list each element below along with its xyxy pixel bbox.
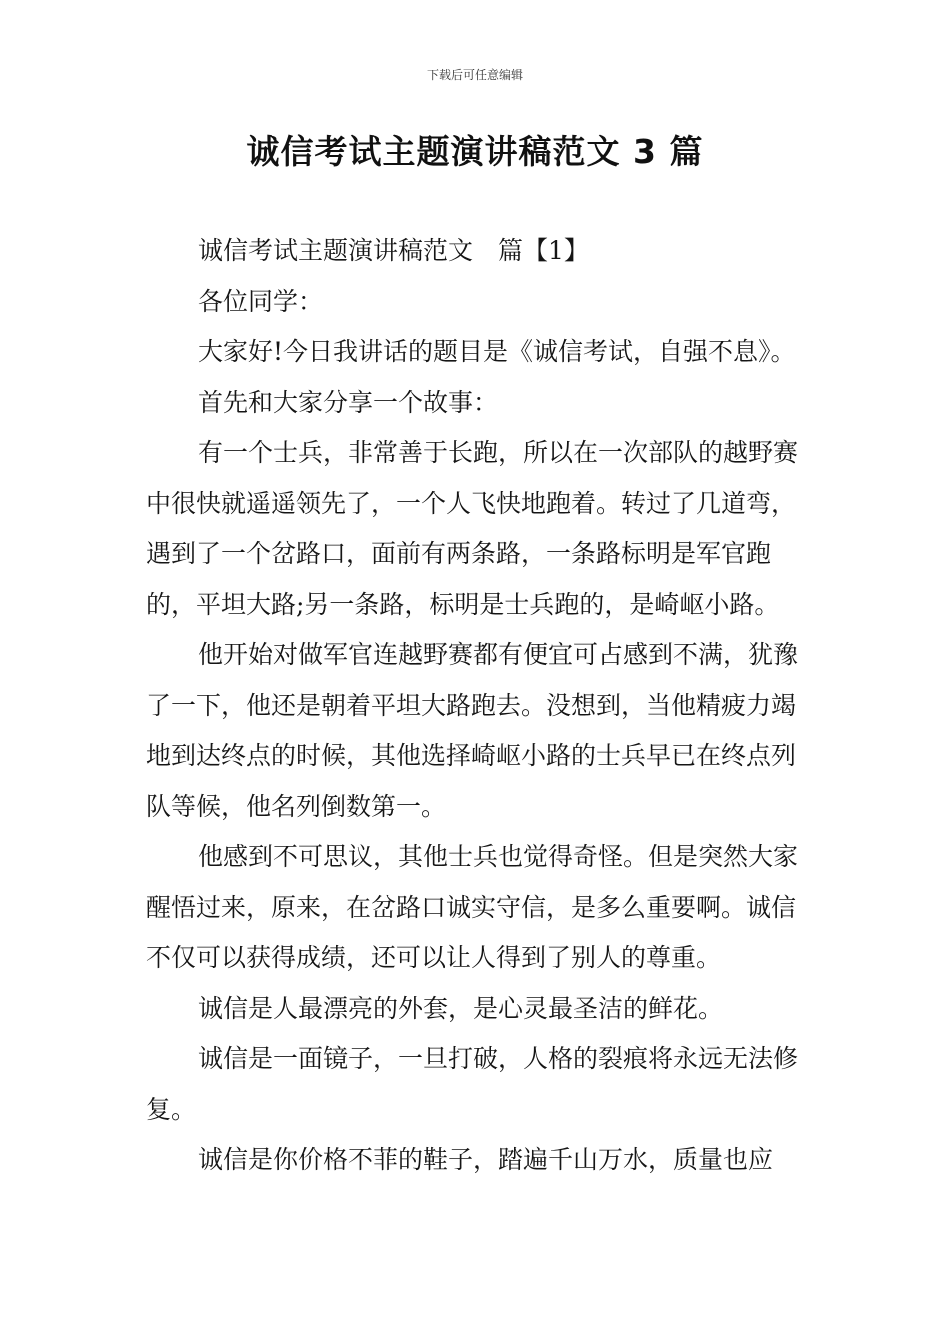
- paragraph: 大家好!今日我讲话的题目是《诚信考试，自强不息》。: [198, 337, 796, 366]
- paragraph: 他开始对做军官连越野赛都有便宜可占感到不满，犹豫了一下，他还是朝着平坦大路跑去。没想到，当他精疲力竭地到达终点的时候，其他选择崎岖小路的士兵早已在终点列队等候，他名列倒数第一。: [146, 640, 799, 821]
- paragraph: 他感到不可思议，其他士兵也觉得奇怪。但是突然大家醒悟过来，原来，在岔路口诚实守信，是多么重要啊。诚信不仅可以获得成绩，还可以让人得到了别人的尊重。: [146, 842, 799, 972]
- paragraph: 诚信是你价格不菲的鞋子，踏遍千山万水，质量也应: [198, 1145, 774, 1174]
- paragraph: 有一个士兵，非常善于长跑，所以在一次部队的越野赛中很快就遥遥领先了，一个人飞快地跑着。转过了几道弯，遇到了一个岔路口，面前有两条路，一条路标明是军官跑的，平坦大路;另一条路，标明是士兵跑的，是崎岖小路。: [146, 438, 799, 619]
- header-note: 下载后可任意编辑: [426, 68, 523, 82]
- paragraph: 诚信是一面镜子，一旦打破，人格的裂痕将永远无法修复。: [146, 1044, 799, 1124]
- document-body: [146, 226, 808, 1186]
- section-heading: 诚信考试主题演讲稿范文 篇【1】: [198, 236, 589, 265]
- salutation: 各位同学：: [198, 286, 324, 316]
- paragraph: 诚信是人最漂亮的外套，是心灵最圣洁的鲜花。: [198, 993, 724, 1023]
- paragraph: 首先和大家分享一个故事：: [198, 387, 499, 417]
- document-title: 诚信考试主题演讲稿范文 3 篇: [246, 132, 704, 171]
